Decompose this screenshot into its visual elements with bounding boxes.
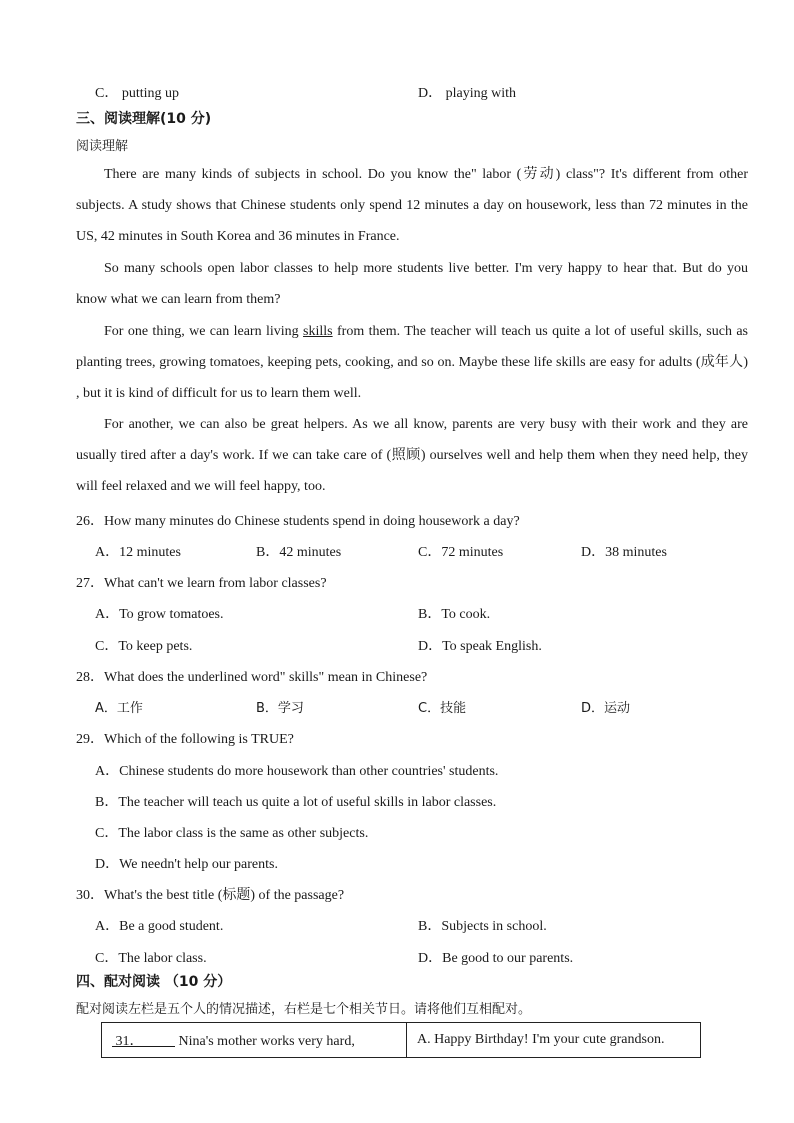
question-28-option-c[interactable]: C．技能 (418, 701, 467, 716)
passage-paragraph-4: For another, we can also be great helpers. As we all know, parents are very busy with their work and they are usually tired after a day's work. If we can take care of (照顾) ourselves well and help them when they need help, they will feel relaxed and we will feel happy, too. (76, 417, 748, 495)
prev-option-d: D． playing with (418, 86, 516, 101)
question-30-option-c[interactable]: C．The labor class. (95, 951, 207, 966)
question-29-option-a[interactable]: A．Chinese students do more housework than other countries' students. (95, 764, 499, 779)
question-30-option-d[interactable]: D．Be good to our parents. (418, 951, 574, 966)
passage-paragraph-2: So many schools open labor classes to help more students live better. I'm very happy to hear that. But do you know what we can learn from them? (76, 261, 748, 308)
question-26-option-b[interactable]: B．42 minutes (256, 545, 342, 560)
question-30-option-b[interactable]: B．Subjects in school. (418, 919, 547, 934)
matching-left-text: Nina's mother works very hard, (175, 1034, 355, 1049)
question-28-stem: 28．What does the underlined word" skills" mean in Chinese? (76, 670, 428, 685)
answer-blank-31[interactable]: 31． (112, 1034, 175, 1049)
passage-paragraph-1: There are many kinds of subjects in school. Do you know the" labor (劳动) class"? It's different from other subjects. A study shows that Chinese students only spend 12 minutes a day on housework, less than 72 minutes in the US, 42 minutes in South Korea and 36 minutes in France. (76, 167, 748, 245)
question-28-option-d[interactable]: D．运动 (581, 701, 631, 716)
question-26-option-a[interactable]: A．12 minutes (95, 545, 181, 560)
question-26-option-c[interactable]: C．72 minutes (418, 545, 504, 560)
question-27-option-c[interactable]: C．To keep pets. (95, 639, 193, 654)
matching-table (101, 1022, 701, 1058)
section-3-heading: 三、阅读理解(10 分) (76, 111, 212, 127)
question-27-option-a[interactable]: A．To grow tomatoes. (95, 607, 224, 622)
section-4-instruction: 配对阅读左栏是五个人的情况描述，右栏是七个相关节日。请将他们互相配对。 (76, 1002, 532, 1017)
question-26-stem: 26．How many minutes do Chinese students spend in doing housework a day? (76, 514, 520, 529)
question-29-option-c[interactable]: C．The labor class is the same as other subjects. (95, 826, 369, 841)
question-26-option-d[interactable]: D．38 minutes (581, 545, 667, 560)
underlined-word-skills: skills (303, 324, 333, 339)
question-29-stem: 29．Which of the following is TRUE? (76, 732, 294, 747)
question-30-stem: 30．What's the best title (标题) of the passage? (76, 888, 345, 903)
section-3-subheading: 阅读理解 (76, 139, 129, 154)
matching-left-cell (102, 1023, 407, 1058)
question-27-option-b[interactable]: B．To cook. (418, 607, 491, 622)
question-29-option-b[interactable]: B．The teacher will teach us quite a lot of useful skills in labor classes. (95, 795, 497, 810)
question-30-option-a[interactable]: A．Be a good student. (95, 919, 224, 934)
question-29-option-d[interactable]: D．We needn't help our parents. (95, 857, 278, 872)
question-28-option-a[interactable]: A．工作 (95, 701, 143, 716)
question-27-stem: 27．What can't we learn from labor classes? (76, 576, 327, 591)
matching-right-cell: A. Happy Birthday! I'm your cute grandson. (407, 1023, 701, 1058)
section-4-heading: 四、配对阅读 （10 分） (76, 974, 232, 990)
matching-row (102, 1023, 701, 1058)
question-27-option-d[interactable]: D．To speak English. (418, 639, 542, 654)
passage-paragraph-3: For one thing, we can learn living skills from them. The teacher will teach us quite a lot of useful skills, such as planting trees, growing tomatoes, keeping pets, cooking, and so on. Maybe these life skills are easy for adults (成年人) , but it is kind of difficult for us to learn them well. (76, 324, 748, 402)
prev-option-c: C． putting up (95, 86, 180, 101)
question-28-option-b[interactable]: B．学习 (256, 701, 304, 716)
